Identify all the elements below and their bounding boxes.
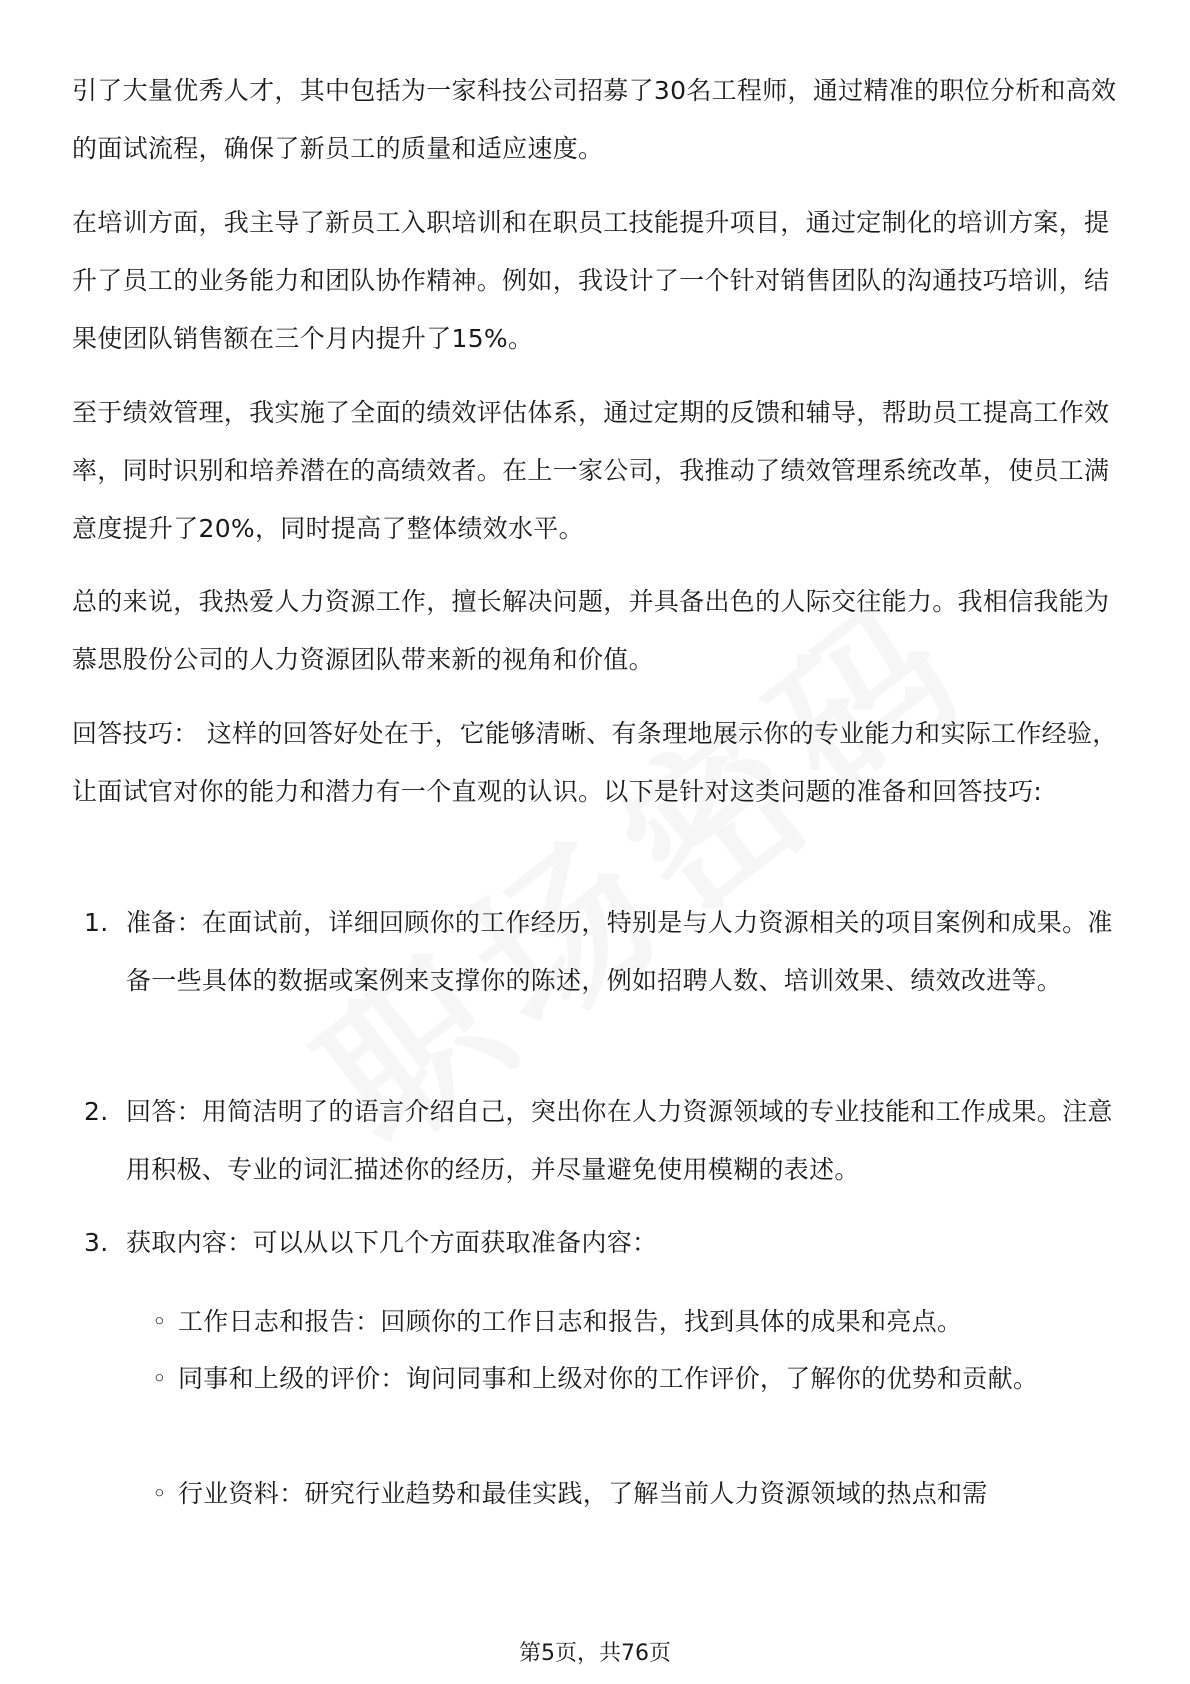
list-item — [84, 1083, 1124, 1199]
paragraph-recruitment: 引了大量优秀人才，其中包括为一家科技公司招募了30名工程师，通过精准的职位分析和高效的面试流程，确保了新员工的质量和适应速度。 — [72, 76, 1117, 163]
list-number: 3. — [84, 1228, 109, 1257]
list-text: 获取内容：可以从以下几个方面获取准备内容： — [126, 1228, 658, 1257]
page-number-footer: 第5页，共76页 — [519, 1641, 671, 1666]
list-number: 2. — [84, 1097, 109, 1126]
list-text: 回答：用简洁明了的语言介绍自己，突出你在人力资源领域的专业技能和工作成果。注意用积极、专业的词汇描述你的经历，并尽量避免使用模糊的表述。 — [126, 1097, 1113, 1184]
paragraph-training: 在培训方面，我主导了新员工入职培训和在职员工技能提升项目，通过定制化的培训方案，提升了员工的业务能力和团队协作精神。例如，我设计了一个针对销售团队的沟通技巧培训，结果使团队销售额在三个月内提升了15%。 — [72, 208, 1110, 353]
sub-list-text: 同事和上级的评价：询问同事和上级对你的工作评价，了解你的优势和贡献。 — [178, 1364, 1039, 1393]
sub-list-text: 行业资料：研究行业趋势和最佳实践，了解当前人力资源领域的热点和需 — [178, 1479, 988, 1508]
bullet-icon: ◦ — [152, 1307, 168, 1336]
list-number: 1. — [84, 908, 109, 937]
sub-list-item — [152, 1293, 1112, 1351]
sub-list-text: 工作日志和报告：回顾你的工作日志和报告，找到具体的成果和亮点。 — [178, 1307, 963, 1336]
list-text: 准备：在面试前，详细回顾你的工作经历，特别是与人力资源相关的项目案例和成果。准备一些具体的数据或案例来支撑你的陈述，例如招聘人数、培训效果、绩效改进等。 — [126, 908, 1113, 995]
sub-list-item — [152, 1465, 1112, 1523]
paragraph-performance: 至于绩效管理，我实施了全面的绩效评估体系，通过定期的反馈和辅导，帮助员工提高工作效率，同时识别和培养潜在的高绩效者。在上一家公司，我推动了绩效管理系统改革，使员工满意度提升了20%，同时提高了整体绩效水平。 — [72, 398, 1110, 543]
list-item — [84, 894, 1124, 1010]
list-item — [84, 1214, 1124, 1272]
bullet-icon: ◦ — [152, 1479, 168, 1508]
paragraph-summary: 总的来说，我热爱人力资源工作，擅长解决问题，并具备出色的人际交往能力。我相信我能为慕思股份公司的人力资源团队带来新的视角和价值。 — [72, 587, 1110, 674]
sub-list-item — [152, 1350, 1112, 1408]
bullet-icon: ◦ — [152, 1364, 168, 1393]
paragraph-answer-tips: 回答技巧： 这样的回答好处在于，它能够清晰、有条理地展示你的专业能力和实际工作经验，让面试官对你的能力和潜力有一个直观的认识。以下是针对这类问题的准备和回答技巧: — [72, 719, 1118, 806]
